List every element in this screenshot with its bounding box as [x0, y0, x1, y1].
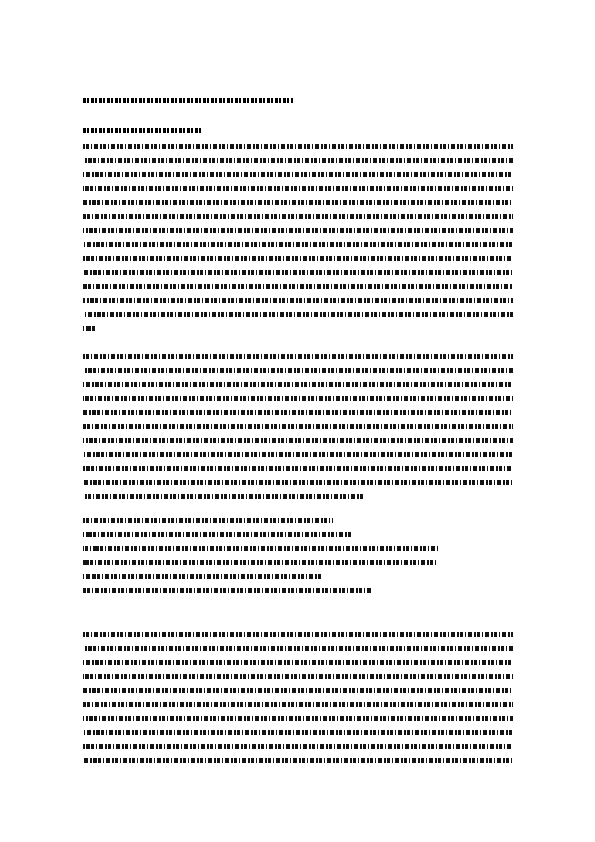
text-line [83, 670, 513, 684]
text-line [83, 392, 513, 406]
text-line [83, 698, 513, 712]
text-line [83, 224, 513, 238]
text-line [83, 406, 513, 420]
text-line-illegible [83, 298, 513, 303]
text-line [83, 280, 513, 294]
text-line [83, 514, 513, 528]
text-line [83, 490, 513, 504]
text-line [83, 196, 513, 210]
text-line [83, 168, 513, 182]
text-line [83, 364, 513, 378]
text-line [83, 628, 513, 642]
text-line [83, 252, 513, 266]
text-line-illegible [83, 466, 513, 471]
text-line-illegible [83, 480, 513, 485]
text-line [83, 740, 513, 754]
text-line-illegible [83, 200, 513, 205]
text-line-illegible [83, 660, 513, 665]
text-line-illegible [83, 646, 513, 651]
text-line-illegible [83, 158, 513, 163]
section-subheading [83, 126, 203, 136]
text-line-illegible [83, 546, 438, 551]
text-line [83, 462, 513, 476]
text-line [83, 570, 513, 584]
text-line-illegible [83, 256, 513, 261]
text-line [83, 238, 513, 252]
text-line-illegible [83, 494, 363, 499]
text-line [83, 210, 513, 224]
text-line-illegible [83, 410, 513, 415]
text-line [83, 726, 513, 740]
paragraph-3 [83, 628, 513, 768]
heading-text-illegible [83, 98, 293, 103]
text-line [83, 542, 513, 556]
text-line-illegible [83, 702, 513, 707]
text-line-illegible [83, 758, 513, 763]
text-line-illegible [83, 424, 513, 429]
subheading-text-illegible [83, 128, 203, 133]
text-line-illegible [83, 716, 513, 721]
text-line-illegible [83, 560, 438, 565]
text-line-illegible [83, 574, 323, 579]
text-line-illegible [83, 438, 513, 443]
text-line-illegible [83, 144, 513, 149]
text-line-illegible [83, 186, 513, 191]
text-line-illegible [83, 674, 513, 679]
text-line [83, 294, 513, 308]
text-line [83, 528, 513, 542]
text-line [83, 378, 513, 392]
text-line [83, 556, 513, 570]
text-line-illegible [83, 730, 513, 735]
text-line [83, 476, 513, 490]
text-line [83, 350, 513, 364]
text-line-illegible [83, 270, 513, 275]
text-line [83, 712, 513, 726]
text-line-illegible [83, 368, 513, 373]
text-line-illegible [83, 452, 513, 457]
text-line [83, 140, 513, 154]
text-line [83, 656, 513, 670]
text-line-illegible [83, 228, 513, 233]
text-line-illegible [83, 588, 373, 593]
text-line-illegible [83, 396, 513, 401]
paragraph-2 [83, 350, 513, 504]
paragraph-1 [83, 140, 513, 336]
text-line [83, 584, 513, 598]
text-line-illegible [83, 172, 513, 177]
text-line [83, 154, 513, 168]
text-line-illegible [83, 632, 513, 637]
list-block [83, 514, 513, 598]
text-line-illegible [83, 532, 353, 537]
text-line [83, 448, 513, 462]
text-line-illegible [83, 518, 333, 523]
text-line [83, 322, 513, 336]
text-line [83, 754, 513, 768]
text-line-illegible [83, 688, 513, 693]
text-line-illegible [83, 214, 513, 219]
text-line [83, 308, 513, 322]
text-line-illegible [83, 744, 513, 749]
document-heading [83, 96, 293, 106]
text-line [83, 434, 513, 448]
text-line [83, 684, 513, 698]
text-line-illegible [83, 312, 513, 317]
text-line [83, 642, 513, 656]
text-line-illegible [83, 354, 513, 359]
text-line-illegible [83, 382, 513, 387]
text-line-illegible [83, 326, 97, 331]
text-line-illegible [83, 242, 513, 247]
text-line-illegible [83, 284, 513, 289]
text-line [83, 182, 513, 196]
text-line [83, 420, 513, 434]
text-line [83, 266, 513, 280]
